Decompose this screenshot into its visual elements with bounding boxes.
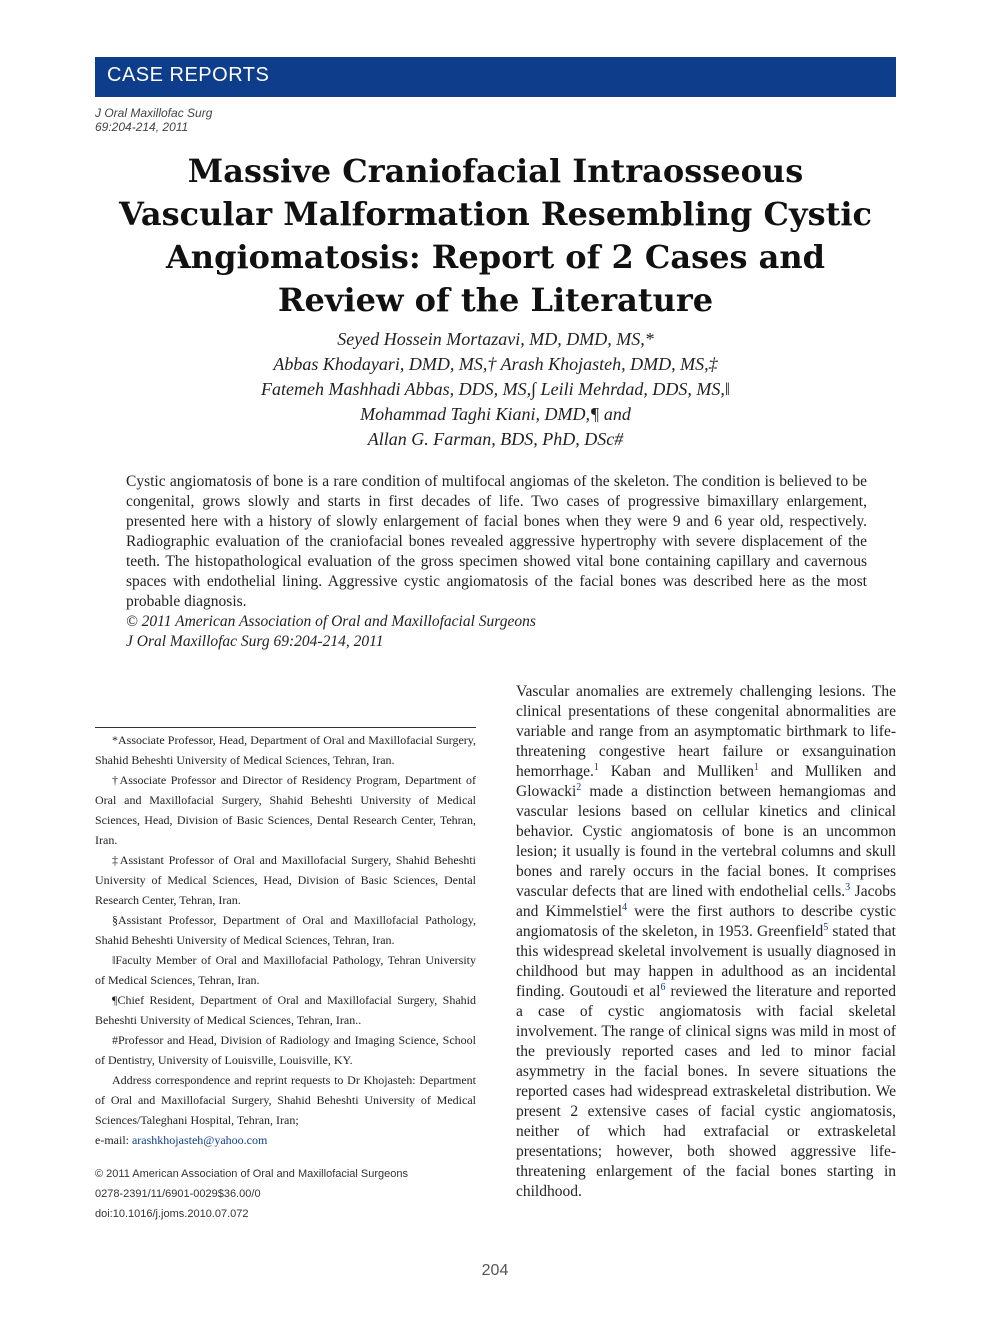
body-text-segment: and Mulliken and Glowacki xyxy=(516,763,896,800)
abstract-citation: J Oral Maxillofac Surg 69:204-214, 2011 xyxy=(126,633,384,650)
reference-link[interactable]: 1 xyxy=(593,761,599,773)
copyright-block xyxy=(95,1164,476,1224)
reference-link[interactable]: 6 xyxy=(660,981,666,993)
reference-link[interactable]: 1 xyxy=(753,761,759,773)
title-line: Vascular Malformation Resembling Cystic xyxy=(119,195,872,233)
author-line: Seyed Hossein Mortazavi, MD, DMD, MS,* xyxy=(337,329,654,349)
affiliations-footnote xyxy=(95,727,476,1150)
journal-name: J Oral Maxillofac Surg xyxy=(95,106,213,120)
section-header-bar xyxy=(95,57,896,97)
email-link[interactable]: arashkhojasteh@yahoo.com xyxy=(131,1133,268,1147)
body-text-segment: Vascular anomalies are extremely challenging lesions. The clinical presentations of these congenital abnormalities are variable and range from an asymptomatic birthmark to life-threatening congestive heart failure or exsanguination hemorrhage. xyxy=(516,683,896,780)
author-line: Mohammad Taghi Kiani, DMD,¶ and xyxy=(360,404,631,424)
reference-link[interactable]: 4 xyxy=(622,901,628,913)
body-text-segment: Jacobs and Kimmelstiel xyxy=(516,883,896,920)
affiliation-item: *Associate Professor, Head, Department of Oral and Maxillofacial Surgery, Shahid Beheshti University of Medical Sciences, Tehran, Iran. xyxy=(95,733,476,767)
footnote-divider xyxy=(95,727,476,728)
title-line: Review of the Literature xyxy=(277,281,714,319)
doi-line[interactable]: doi:10.1016/j.joms.2010.07.072 xyxy=(95,1208,249,1220)
affiliation-item: ‖Faculty Member of Oral and Maxillofacial Pathology, Tehran University of Medical Sciences, Tehran, Iran. xyxy=(95,953,476,987)
affiliation-item: ‡Assistant Professor of Oral and Maxillofacial Surgery, Shahid Beheshti University of Medical Sciences, Head, Division of Basic Sciences, Dental Research Center, Tehran, Iran. xyxy=(95,853,476,907)
body-text-segment: were the first authors to describe cystic angiomatosis of the skeleton, in 1953. Greenfield xyxy=(516,903,896,940)
body-column xyxy=(516,682,896,1202)
author-list xyxy=(95,327,896,452)
author-line: Allan G. Farman, BDS, PhD, DSc# xyxy=(367,429,624,449)
issn-line: 0278-2391/11/6901-0029$36.00/0 xyxy=(95,1188,261,1200)
abstract-text: Cystic angiomatosis of bone is a rare condition of multifocal angiomas of the skeleton. The condition is believed to be congenital, grows slowly and starts in first decades of life. Two cases of progressive bimaxillary enlargement, presented here with a history of slowly enlargement of facial bones when they were 9 and 6 year old, respectively. Radiographic evaluation of the craniofacial bones revealed aggressive hypertrophy with severe displacement of the teeth. The histopathological evaluation of the gross specimen showed vital bone containing capillary and cavernous spaces with endothelial lining. Aggressive cystic angiomatosis of the facial bones was described here as the most probable diagnosis. xyxy=(126,473,867,610)
affiliation-item: §Assistant Professor, Department of Oral and Maxillofacial Pathology, Shahid Beheshti University of Medical Sciences, Tehran, Iran. xyxy=(95,913,476,947)
article-title xyxy=(95,150,896,322)
affiliation-item: #Professor and Head, Division of Radiology and Imaging Science, School of Dentistry, University of Louisville, Louisville, KY. xyxy=(95,1033,476,1067)
email-label: e-mail: xyxy=(95,1133,129,1147)
title-line: Angiomatosis: Report of 2 Cases and xyxy=(165,238,826,276)
affiliation-item: ¶Chief Resident, Department of Oral and Maxillofacial Surgery, Shahid Beheshti University of Medical Sciences, Tehran, Iran.. xyxy=(95,993,476,1027)
reference-link[interactable]: 5 xyxy=(823,921,829,933)
author-line: Abbas Khodayari, DMD, MS,† Arash Khojasteh, DMD, MS,‡ xyxy=(273,354,718,374)
journal-volume: 69:204-214, 2011 xyxy=(95,120,189,134)
correspondence-email xyxy=(95,1130,476,1150)
journal-reference xyxy=(95,106,212,134)
body-text-segment: stated that this widespread skeletal involvement is usually diagnosed in childhood but may happen in adulthood as an incidental finding. Goutoudi et al xyxy=(516,923,896,1000)
affiliation-item: †Associate Professor and Director of Residency Program, Department of Oral and Maxillofacial Surgery, Shahid Beheshti University of Medical Sciences, Head, Division of Basic Sciences, Dental Research Center, Tehran, Iran. xyxy=(95,773,476,847)
abstract xyxy=(126,472,867,652)
author-line: Fatemeh Mashhadi Abbas, DDS, MS,∫ Leili Mehrdad, DDS, MS,‖ xyxy=(261,379,730,399)
reference-link[interactable]: 3 xyxy=(845,881,851,893)
title-line: Massive Craniofacial Intraosseous xyxy=(187,152,804,190)
copyright-line: © 2011 American Association of Oral and Maxillofacial Surgeons xyxy=(95,1168,409,1180)
body-text-segment: reviewed the literature and reported a case of cystic angiomatosis with facial skeletal involvement. The range of clinical signs was mild in most of the previously reported cases and led to minor facial asymmetry in the facial bones. In severe situations the reported cases had widespread extraskeletal distribution. We present 2 extensive cases of facial cystic angiomatosis, neither of which had extrafacial or extraskeletal presentations; however, both showed aggressive life-threatening enlargement of the facial bones starting in childhood. xyxy=(516,983,897,1200)
page-number: 204 xyxy=(481,1262,509,1279)
correspondence-address: Address correspondence and reprint requests to Dr Khojasteh: Department of Oral and Maxillofacial Surgery, Shahid Beheshti University of Medical Sciences/Taleghani Hospital, Tehran, Iran; xyxy=(95,1073,476,1127)
section-label: CASE REPORTS xyxy=(107,64,270,86)
reference-link[interactable]: 2 xyxy=(576,781,582,793)
body-text-segment: Kaban and Mulliken xyxy=(598,763,754,780)
abstract-copyright: © 2011 American Association of Oral and Maxillofacial Surgeons xyxy=(126,613,536,630)
body-text-segment: made a distinction between hemangiomas and vascular lesions based on cellular kinetics and clinical behavior. Cystic angiomatosis of bone is an uncommon lesion; it usually is found in the vertebral columns and skull bones and rarely occurs in the facial bones. It comprises vascular defects that are lined with endothelial cells. xyxy=(516,783,896,900)
